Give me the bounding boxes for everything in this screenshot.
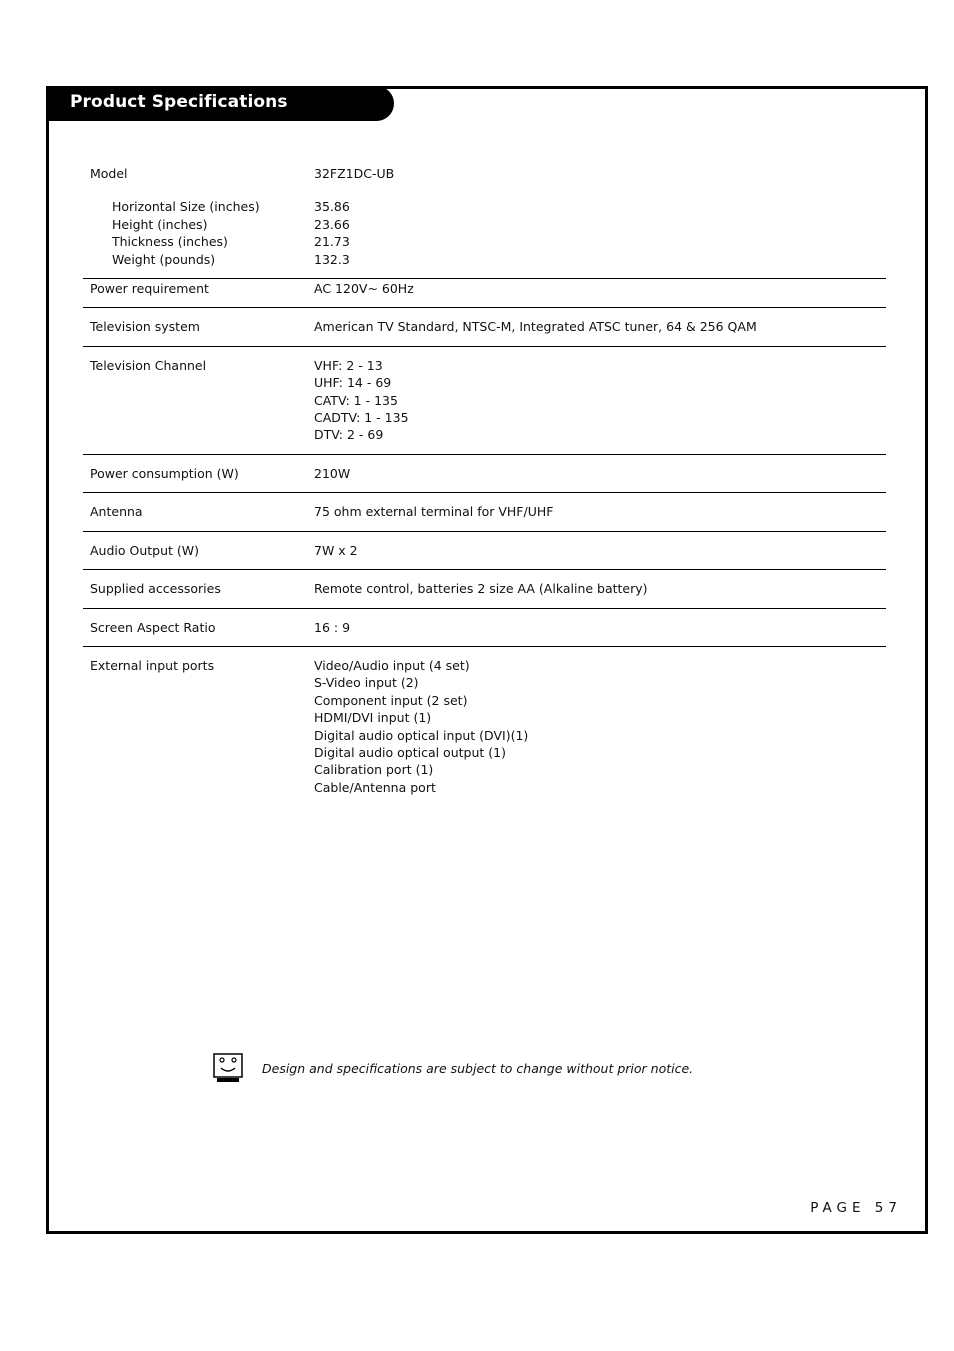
spec-value: Cable/Antenna port [314, 779, 436, 795]
spec-value: American TV Standard, NTSC-M, Integrated ATSC tuner, 64 & 256 QAM [314, 319, 757, 335]
dim-value: 132.3 [314, 251, 350, 267]
model-label: Model [90, 166, 128, 181]
spec-value: HDMI/DVI input (1) [314, 710, 432, 726]
spec-row [83, 279, 886, 308]
spec-value: Video/Audio input (4 set) [314, 657, 470, 673]
spec-value: Digital audio optical output (1) [314, 744, 506, 760]
spec-value: 210W [314, 465, 351, 481]
page-title: Product Specifications [70, 92, 288, 112]
dim-label: Weight (pounds) [112, 251, 216, 267]
note [213, 1053, 693, 1083]
spec-label: Television Channel [90, 357, 207, 373]
spec-value: UHF: 14 - 69 [314, 375, 392, 391]
note-text: Design and specifications are subject to change without prior notice. [262, 1060, 694, 1076]
spec-value: CATV: 1 - 135 [314, 392, 398, 408]
dim-value: 35.86 [314, 199, 350, 215]
dim-label: Horizontal Size (inches) [112, 199, 260, 215]
spec-rows [83, 279, 886, 806]
spec-table [83, 164, 886, 806]
spec-row [83, 570, 886, 608]
spec-row [83, 493, 886, 531]
spec-label: Power consumption (W) [90, 465, 239, 481]
spec-value: VHF: 2 - 13 [314, 357, 383, 373]
spec-row [83, 455, 886, 493]
spec-value: S-Video input (2) [314, 675, 419, 691]
spec-label: Screen Aspect Ratio [90, 619, 216, 635]
spec-label: Television system [90, 319, 200, 335]
spec-value: Component input (2 set) [314, 692, 468, 708]
spec-row [83, 609, 886, 647]
spec-value: 7W x 2 [314, 542, 358, 558]
spec-value: Digital audio optical input (DVI)(1) [314, 727, 529, 743]
dim-label: Thickness (inches) [112, 234, 228, 250]
spec-label: Antenna [90, 504, 143, 520]
dim-value: 23.66 [314, 216, 350, 232]
spec-row [83, 347, 886, 455]
dim-value: 21.73 [314, 234, 350, 250]
spec-value: 75 ohm external terminal for VHF/UHF [314, 504, 554, 520]
model-value: 32FZ1DC-UB [314, 166, 395, 181]
dim-label: Height (inches) [112, 216, 208, 232]
section-title-tab [46, 86, 394, 121]
spec-row [83, 532, 886, 570]
spec-label: Power requirement [90, 281, 209, 297]
spec-value: 16 : 9 [314, 619, 351, 635]
page-number: PAGE 57 [810, 1200, 902, 1216]
spec-row [83, 308, 886, 346]
spec-value: Remote control, batteries 2 size AA (Alkaline battery) [314, 581, 648, 597]
spec-value: DTV: 2 - 69 [314, 427, 384, 443]
spec-label: Supplied accessories [90, 581, 221, 597]
spec-value: AC 120V~ 60Hz [314, 281, 414, 297]
spec-value: CADTV: 1 - 135 [314, 410, 409, 426]
spec-row [83, 647, 886, 806]
spec-label: Audio Output (W) [90, 542, 200, 558]
spec-value: Calibration port (1) [314, 762, 434, 778]
tv-face-icon [213, 1053, 243, 1083]
spec-row-model [83, 164, 886, 279]
spec-label: External input ports [90, 657, 215, 673]
